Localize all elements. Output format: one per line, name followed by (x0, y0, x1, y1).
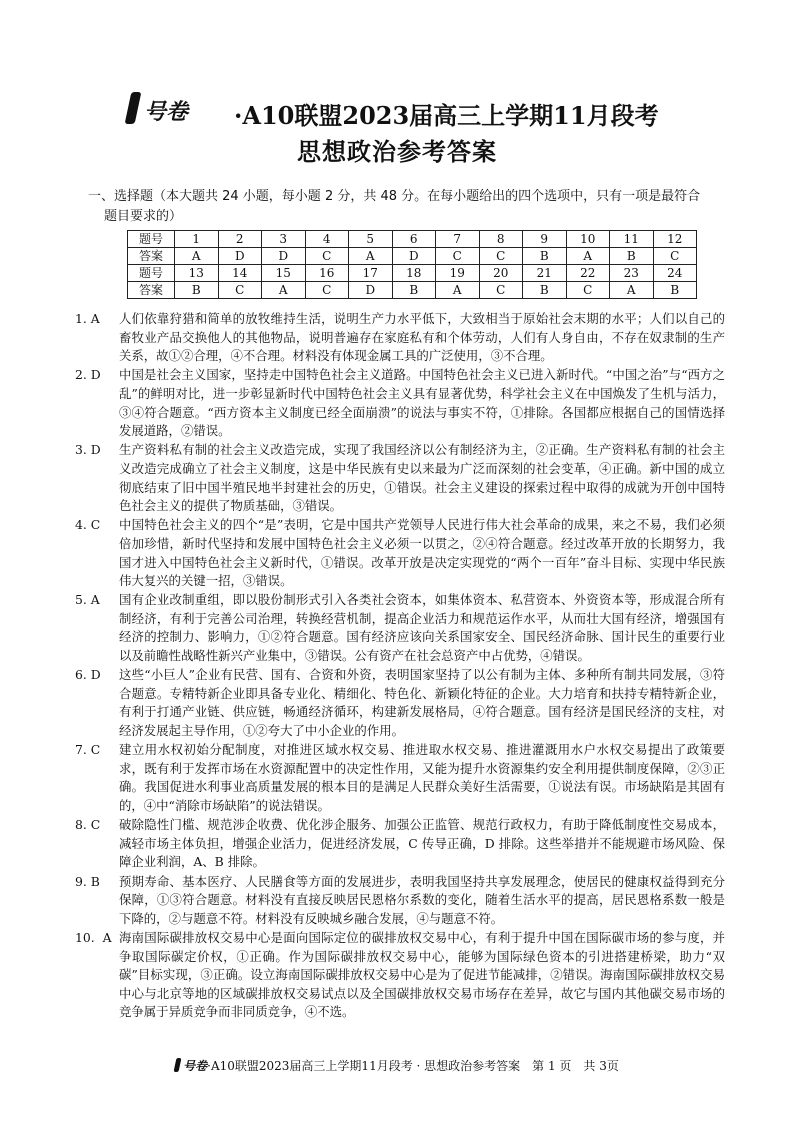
explanation-item (75, 310, 725, 366)
question-number-cell: 23 (610, 265, 654, 282)
explanation-item (75, 591, 725, 665)
answer-cell: A (566, 248, 610, 265)
question-number-cell: 20 (479, 265, 523, 282)
explanation-text: 这些“小巨人”企业有民营、国有、合资和外资，表明国家坚持了以公有制为主体、多种所有制共同发展，③符合题意。专精特新企业即具备专业化、精细化、特色化、新颖化特征的企业。大力培育和扶持专精特新企业，有利于打通产业链、供应链，畅通经济循环，构建新发展格局，④符合题意。国有经济是国民经济的支柱，对经济发展起主导作用，①②夸大了中小企业的作用。 (119, 667, 725, 739)
question-number-cell: 14 (218, 265, 262, 282)
question-number-cell: 15 (262, 265, 306, 282)
question-number-cell: 19 (436, 265, 480, 282)
question-number-cell: 8 (479, 231, 523, 248)
explanation-item (75, 929, 725, 1022)
answer-cell: C (653, 248, 697, 265)
footer-text: ·A10联盟2023届高三上学期11月段考 · 思想政治参考答案 第 1 页 共 3页 (207, 1059, 619, 1073)
exam-subtitle: 思想政治参考答案 (297, 137, 497, 166)
question-number-cell: 24 (653, 265, 697, 282)
explanation-text: 破除隐性门槛、规范涉企收费、优化涉企服务、加强公正监管、规范行政权力，有助于降低制度性交易成本，减轻市场主体负担，增强企业活力，促进经济发展，C 传导正确，D 排除。这些举措并不能规避市场风险、保障企业利润，A、B 排除。 (119, 817, 725, 870)
question-number-cell: 11 (610, 231, 654, 248)
answer-cell: A (436, 282, 480, 299)
question-number-cell: 2 (218, 231, 262, 248)
question-number-cell: 10 (566, 231, 610, 248)
question-number-cell: 17 (349, 265, 393, 282)
answer-cell: A (610, 282, 654, 299)
section-heading-line1: 一、选择题（本大题共 24 小题，每小题 2 分，共 48 分。在每小题给出的四个选项中，只有一项是最符合 (88, 189, 701, 204)
answer-cell: C (479, 282, 523, 299)
answer-cell: C (305, 248, 349, 265)
answer-table-row (128, 282, 697, 299)
explanation-number: 7. C (75, 742, 101, 758)
answer-cell: B (523, 282, 567, 299)
explanation-item (75, 741, 725, 815)
explanation-text: 预期寿命、基本医疗、人民膳食等方面的发展进步，表明我国坚持共享发展理念，使居民的健康权益得到充分保障，①③符合题意。材料没有直接反映居民恩格尔系数的变化，随着生活水平的提高，居民恩格系数一般是下降的，②与题意不符。材料没有反映城乡融合发展，④与题意不符。 (119, 873, 725, 926)
page-footer (0, 1057, 794, 1074)
question-number-cell: 6 (392, 231, 436, 248)
answer-cell: B (392, 282, 436, 299)
explanation-text: 中国特色社会主义的四个“是”表明，它是中国共产党领导人民进行伟大社会革命的成果，来之不易，我们必须倍加珍惜，新时代坚持和发展中国特色社会主义必须一以贯之，②④符合题意。经过改革开放的长期努力，我国才进入中国特色社会主义新时代，①错误。改革开放是决定实现党的“两个一百年”奋斗目标、实现中华民族伟大复兴的关键一招，③错误。 (119, 517, 725, 589)
explanation-item (75, 666, 725, 740)
answer-table (127, 230, 697, 299)
explanation-number: 2. D (75, 367, 101, 383)
footer-logo-text: 号卷 (183, 1059, 208, 1073)
answer-cell: D (392, 248, 436, 265)
brand-logo-mark-icon (125, 92, 142, 124)
explanation-text: 人们依靠狩猎和简单的放牧维持生活，说明生产力水平低下，大致相当于原始社会末期的水平；人们以自己的畜牧业产品交换他人的其他物品，说明普遍存在家庭私有和个体劳动，人们有人身自由，不存在奴隶制的生产关系，故①②合理，④不合理。材料没有体现金属工具的广泛使用，③不合理。 (119, 311, 725, 364)
explanation-text: 建立用水权初始分配制度，对推进区域水权交易、推进取水权交易、推进灌溉用水户水权交易提出了政策要求，既有利于发挥市场在水资源配置中的决定性作用，又能为提升水资源集约安全利用提供制度保障，②③正确。我国促进水利事业高质量发展的根本目的是满足人民群众美好生活需要，①说法有误。市场缺陷是其固有的，④中“消除市场缺陷”的说法错误。 (119, 742, 725, 813)
brand-logo-text: 号卷 (144, 99, 189, 125)
answer-cell: C (436, 248, 480, 265)
answer-cell: D (262, 248, 306, 265)
answer-cell: C (479, 248, 523, 265)
explanation-number: 6. D (75, 667, 101, 683)
row-label: 题号 (128, 231, 175, 248)
question-number-cell: 13 (175, 265, 219, 282)
answer-table-row (128, 248, 697, 265)
section-heading-line2: 题目要求的） (104, 209, 183, 224)
question-number-cell: 16 (305, 265, 349, 282)
explanation-item (75, 516, 725, 590)
answer-cell: B (653, 282, 697, 299)
row-label: 题号 (128, 265, 175, 282)
explanation-number: 5. A (75, 592, 100, 608)
question-number-cell: 21 (523, 265, 567, 282)
row-label: 答案 (128, 282, 175, 299)
explanation-number: 10. A (75, 929, 112, 945)
row-label: 答案 (128, 248, 175, 265)
section-heading (88, 187, 728, 227)
question-number-cell: 22 (566, 265, 610, 282)
question-number-cell: 7 (436, 231, 480, 248)
explanation-number: 3. D (75, 442, 101, 458)
answer-cell: A (349, 248, 393, 265)
explanation-item (75, 366, 725, 440)
question-number-cell: 4 (305, 231, 349, 248)
answer-cell: A (262, 282, 306, 299)
question-number-cell: 1 (175, 231, 219, 248)
explanation-text: 海南国际碳排放权交易中心是面向国际定位的碳排放权交易中心，有利于提升中国在国际碳市场的参与度，并争取国际碳定价权，①正确。作为国际碳排放权交易中心，能够为国际绿色资本的引进搭建桥梁，助力“双碳”目标实现，③正确。设立海南国际碳排放权交易中心是为了促进节能减排，②错误。海南国际碳排放权交易中心与北京等地的区域碳排放权交易试点以及全国碳排放权交易市场存在差异，故它与国内其他碳交易市场的竞争属于异质竞争而非同质竞争，④不选。 (119, 929, 725, 1020)
answer-cell: C (305, 282, 349, 299)
question-number-cell: 9 (523, 231, 567, 248)
exam-title: ·A10联盟2023届高三上学期11月段考 (234, 101, 659, 130)
question-number-cell: 5 (349, 231, 393, 248)
question-number-cell: 3 (262, 231, 306, 248)
explanation-text: 中国是社会主义国家，坚持走中国特色社会主义道路。中国特色社会主义已进入新时代。“中国之治”与“西方之乱”的鲜明对比，进一步彰显新时代中国特色社会主义具有显著优势，科学社会主义在中国焕发了生机与活力，③④符合题意。“西方资本主义制度已经全面崩溃”的说法与事实不符，①排除。各国都应根据自己的国情选择发展道路，②错误。 (119, 367, 725, 439)
answer-table-row (128, 265, 697, 282)
answer-cell: C (566, 282, 610, 299)
answer-cell: D (218, 248, 262, 265)
explanation-item (75, 816, 725, 872)
explanation-item (75, 441, 725, 515)
explanation-number: 1. A (75, 311, 100, 326)
question-number-cell: 18 (392, 265, 436, 282)
answer-cell: B (523, 248, 567, 265)
explanation-text: 国有企业改制重组，即以股份制形式引入各类社会资本，如集体资本、私营资本、外资资本等，形成混合所有制经济，有利于完善公司治理，转换经营机制，提高企业活力和规范运作水平，从而壮大国有经济，增强国有经济的控制力、影响力，①②符合题意。国有经济应该向关系国家安全、国民经济命脉、国计民生的重要行业以及前瞻性战略性新兴产业集中，③错误。公有资产在社会总资产中占优势，④错误。 (119, 592, 725, 664)
explanation-text: 生产资料私有制的社会主义改造完成，实现了我国经济以公有制经济为主，②正确。生产资料私有制的社会主义改造完成确立了社会主义制度，这是中华民族有史以来最为广泛而深刻的社会变革，④正确。新中国的成立彻底结束了旧中国半殖民地半封建社会的历史，①错误。社会主义建设的探索过程中取得的成就为开创中国特色社会主义的提供了物质基础，③错误。 (119, 442, 725, 514)
answer-table-row (128, 231, 697, 248)
question-number-cell: 12 (653, 231, 697, 248)
answer-explanations (75, 310, 725, 1023)
answer-cell: B (175, 282, 219, 299)
answer-cell: B (610, 248, 654, 265)
explanation-number: 8. C (75, 817, 101, 833)
answer-cell: D (349, 282, 393, 299)
footer-logo-mark-icon (174, 1058, 182, 1072)
explanation-number: 4. C (75, 517, 101, 533)
answer-cell: A (175, 248, 219, 265)
answer-cell: C (218, 282, 262, 299)
explanation-item (75, 873, 725, 929)
explanation-number: 9. B (75, 873, 100, 889)
